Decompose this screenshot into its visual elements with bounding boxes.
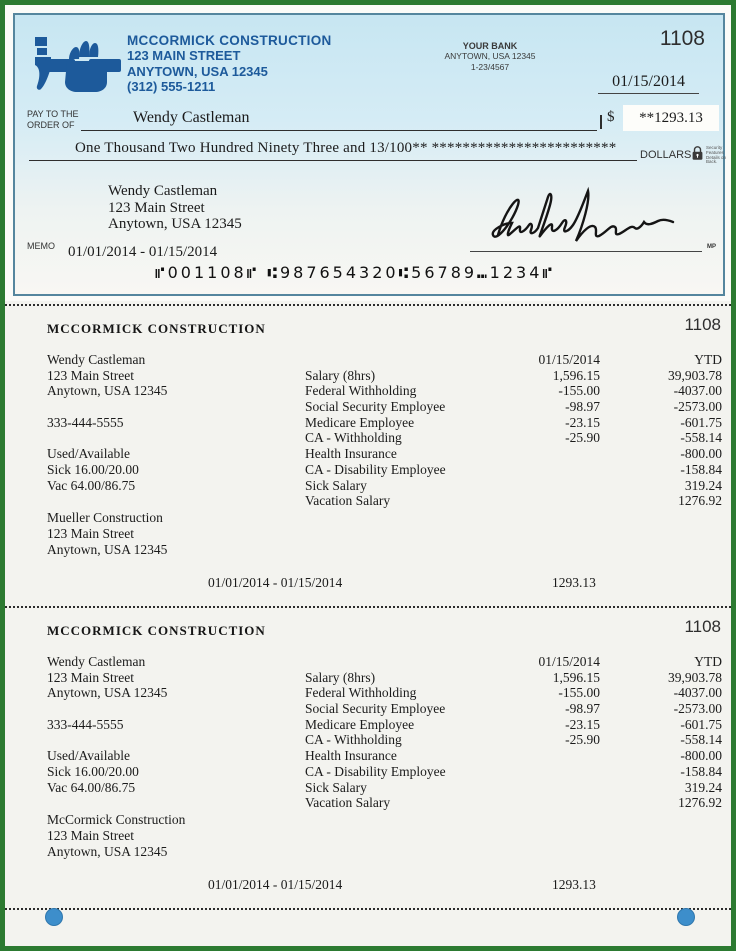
punch-dot-left	[45, 908, 63, 926]
stub-left-line: 123 Main Street	[47, 669, 134, 685]
row-current-value: -155.00	[558, 685, 600, 701]
table-row	[305, 399, 722, 415]
company-name: MCCORMICK CONSTRUCTION	[127, 33, 332, 48]
row-ytd-value: 319.24	[684, 477, 722, 493]
row-current-value	[497, 478, 600, 494]
check-date: 01/15/2014	[598, 73, 699, 94]
row-ytd-value: YTD	[694, 352, 722, 367]
separator-2	[5, 606, 731, 608]
row-current-value: -23.15	[565, 716, 600, 732]
row-label: CA - Withholding	[305, 732, 402, 748]
company-address1: 123 MAIN STREET	[127, 48, 241, 63]
row-ytd-value: 1276.92	[678, 795, 722, 811]
stub-left-line	[47, 732, 167, 748]
stub-employer-line: Anytown, USA 12345	[47, 844, 168, 859]
stub-left-line	[47, 795, 167, 811]
row-current-value	[497, 780, 600, 796]
stub-employee-block	[47, 352, 167, 509]
payee-address-line: Wendy Castleman	[108, 183, 218, 199]
stub-left-line: Vac 64.00/86.75	[47, 779, 136, 795]
row-current-value: -155.00	[558, 383, 600, 399]
row-ytd-value: -800.00	[680, 446, 722, 462]
payee-address-line: 123 Main Street	[108, 199, 205, 216]
amount-numeric-box: **1293.13	[623, 105, 719, 131]
row-label: Federal Withholding	[305, 383, 417, 399]
pay-stub-1	[5, 307, 736, 603]
row-label: Salary (8hrs)	[305, 669, 376, 685]
bank-name: YOUR BANK	[462, 41, 518, 51]
company-address2: ANYTOWN, USA 12345	[127, 63, 268, 79]
stub-left-line: Used/Available	[47, 446, 130, 462]
stub-left-line: 123 Main Street	[47, 367, 134, 383]
row-label: Social Security Employee	[305, 701, 446, 717]
stub-left-line: 333-444-5555	[47, 716, 124, 732]
row-ytd-value: -158.84	[680, 763, 722, 779]
pay-stub-2	[5, 609, 736, 905]
check	[13, 13, 725, 296]
separator-1	[5, 304, 731, 306]
table-row	[305, 670, 722, 686]
signer-initials: MP	[707, 244, 716, 250]
row-ytd-value: -601.75	[680, 414, 722, 430]
row-ytd-value: -2573.00	[673, 399, 722, 415]
separator-3	[5, 908, 731, 910]
stub-left-line: 333-444-5555	[47, 414, 124, 430]
row-label: Federal Withholding	[305, 685, 417, 701]
row-current-value: 1,596.15	[552, 367, 600, 383]
row-current-value: -25.90	[565, 430, 600, 446]
row-ytd-value: 39,903.78	[668, 367, 722, 383]
row-label: Sick Salary	[305, 779, 367, 795]
stub-employer-block	[47, 510, 167, 558]
table-row	[305, 685, 722, 701]
table-row	[305, 415, 722, 431]
row-ytd-value: -558.14	[680, 732, 722, 748]
stub-left-line: Sick 16.00/20.00	[47, 763, 139, 779]
stub-employer-block	[47, 812, 185, 860]
row-ytd-value: -800.00	[680, 748, 722, 764]
row-label: Sick Salary	[305, 477, 367, 493]
row-ytd-value: -2573.00	[673, 701, 722, 717]
stub-net-amount: 1293.13	[552, 877, 596, 892]
bank-block	[415, 41, 565, 73]
row-ytd-value: 1276.92	[678, 493, 722, 509]
row-current-value	[497, 462, 600, 478]
pay-to-line2: ORDER OF	[27, 119, 75, 130]
row-label: Health Insurance	[305, 446, 397, 462]
row-label	[305, 352, 497, 368]
stub-earnings-table	[305, 654, 722, 811]
signature-line	[470, 251, 702, 252]
row-ytd-value: YTD	[694, 654, 722, 669]
table-row	[305, 462, 722, 478]
row-label: Medicare Employee	[305, 414, 415, 430]
table-row	[305, 748, 722, 764]
dollars-label: DOLLARS	[640, 149, 692, 161]
payee-line	[81, 107, 597, 131]
row-label: Salary (8hrs)	[305, 367, 376, 383]
signature	[470, 183, 710, 258]
table-row	[305, 430, 722, 446]
row-current-value	[497, 764, 600, 780]
stub-left-line	[47, 430, 167, 446]
row-label	[305, 654, 497, 670]
row-current-value: -23.15	[565, 414, 600, 430]
row-ytd-value: -4037.00	[673, 383, 722, 399]
stub-employer-line: 123 Main Street	[47, 526, 134, 541]
stub-left-line: Wendy Castleman	[47, 654, 146, 669]
stub-net-amount: 1293.13	[552, 575, 596, 590]
punch-dot-right	[677, 908, 695, 926]
stub-left-line: Used/Available	[47, 748, 130, 764]
stub-employer-line: Mueller Construction	[47, 510, 163, 525]
row-ytd-value: 39,903.78	[668, 669, 722, 685]
row-current-value: -98.97	[565, 399, 600, 415]
stub-employer-line: 123 Main Street	[47, 828, 134, 843]
row-current-value: -98.97	[565, 701, 600, 717]
payee-address-line: Anytown, USA 12345	[108, 216, 242, 232]
bank-address: ANYTOWN, USA 12345	[444, 51, 536, 61]
row-ytd-value: -4037.00	[673, 685, 722, 701]
row-current-value: 01/15/2014	[538, 352, 600, 367]
stub-left-line: Wendy Castleman	[47, 352, 146, 367]
stub-employer-line: Anytown, USA 12345	[47, 542, 168, 557]
row-ytd-value: -158.84	[680, 461, 722, 477]
memo-label: MEMO	[27, 241, 55, 251]
dollar-sign: $	[607, 109, 615, 125]
table-row	[305, 352, 722, 368]
stub-left-line: Anytown, USA 12345	[47, 383, 168, 399]
table-row	[305, 764, 722, 780]
row-current-value: 01/15/2014	[538, 654, 600, 669]
row-label: CA - Disability Employee	[305, 763, 446, 779]
table-row	[305, 493, 722, 509]
stub-company-name: MCCORMICK CONSTRUCTION	[47, 321, 266, 336]
bank-fraction: 1-23/4567	[470, 62, 510, 72]
table-row	[305, 383, 722, 399]
stub-earnings-table	[305, 352, 722, 509]
stub-left-line	[47, 399, 167, 415]
stub-employee-block	[47, 654, 167, 811]
memo-value: 01/01/2014 - 01/15/2014	[68, 244, 218, 260]
stub-pay-period: 01/01/2014 - 01/15/2014	[208, 877, 343, 892]
row-ytd-value: -558.14	[680, 430, 722, 446]
row-current-value	[497, 795, 600, 811]
row-current-value	[497, 748, 600, 764]
row-label: Vacation Salary	[305, 493, 391, 509]
payee-name: Wendy Castleman	[133, 109, 250, 126]
table-row	[305, 478, 722, 494]
row-current-value: -25.90	[565, 732, 600, 748]
row-label: Vacation Salary	[305, 795, 391, 811]
row-ytd-value: -601.75	[680, 716, 722, 732]
hammer-hand-logo-icon	[31, 31, 123, 104]
stub-left-line	[47, 701, 167, 717]
stub-check-number: 1108	[684, 617, 721, 636]
security-lock-icon	[691, 145, 704, 166]
pay-to-line1: PAY TO THE	[27, 109, 79, 119]
table-row	[305, 780, 722, 796]
company-block	[127, 33, 332, 95]
check-number: 1108	[659, 27, 705, 50]
table-row	[305, 717, 722, 733]
stub-pay-period: 01/01/2014 - 01/15/2014	[208, 575, 343, 590]
stub-left-line: Anytown, USA 12345	[47, 685, 168, 701]
amount-words-line	[29, 137, 637, 161]
micr-line: ⑈001108⑈ ⑆987654320⑆56789⑉1234⑈	[155, 263, 555, 282]
security-note: Security Features Details on Back.	[706, 145, 727, 165]
amount-bracket-tick	[600, 115, 602, 129]
table-row	[305, 446, 722, 462]
row-current-value	[497, 493, 600, 509]
table-row	[305, 368, 722, 384]
stub-left-line: Sick 16.00/20.00	[47, 461, 139, 477]
row-label: CA - Disability Employee	[305, 461, 446, 477]
payee-address-block	[108, 183, 242, 233]
row-label: Medicare Employee	[305, 716, 415, 732]
company-phone: (312) 555-1211	[127, 79, 216, 94]
table-row	[305, 795, 722, 811]
table-row	[305, 732, 722, 748]
table-row	[305, 701, 722, 717]
stub-company-name: MCCORMICK CONSTRUCTION	[47, 623, 266, 638]
amount-words: One Thousand Two Hundred Ninety Three and 13/100** ************************	[75, 140, 617, 156]
stub-employer-line: McCormick Construction	[47, 812, 186, 827]
row-label: CA - Withholding	[305, 430, 402, 446]
row-current-value	[497, 446, 600, 462]
stub-check-number: 1108	[684, 315, 721, 334]
stub-left-line: Vac 64.00/86.75	[47, 477, 136, 493]
row-label: Health Insurance	[305, 748, 397, 764]
row-ytd-value: 319.24	[684, 779, 722, 795]
pay-to-label	[27, 109, 79, 130]
table-row	[305, 654, 722, 670]
row-label: Social Security Employee	[305, 399, 446, 415]
row-current-value: 1,596.15	[552, 669, 600, 685]
stub-left-line	[47, 493, 167, 509]
